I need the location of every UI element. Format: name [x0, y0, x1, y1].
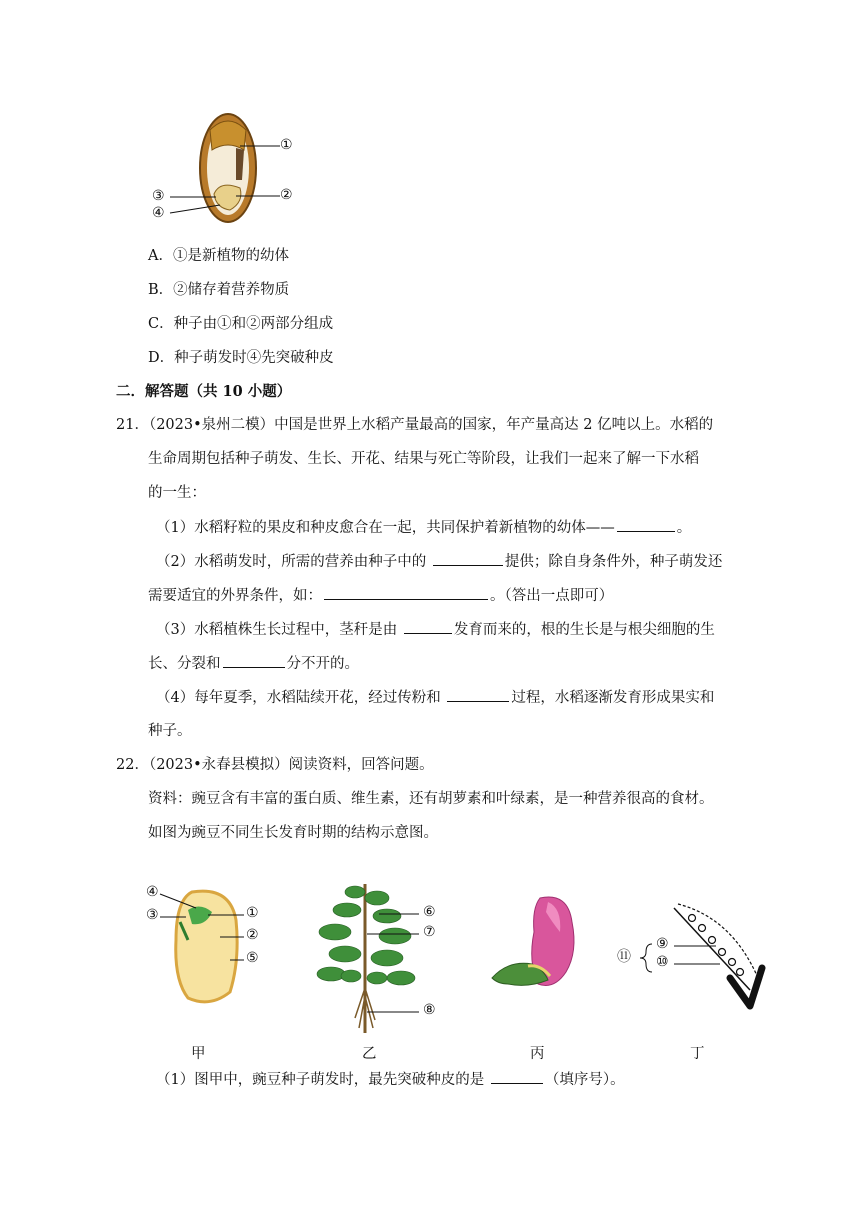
seed-label-5: ⑤ — [246, 950, 259, 966]
answer-blank[interactable] — [447, 687, 509, 702]
q22-part-1: （1）图甲中，豌豆种子萌发时，最先突破种皮的是 （填序号）。 — [156, 1069, 625, 1090]
label-3: ③ — [152, 188, 165, 204]
label-4: ④ — [152, 205, 165, 221]
answer-blank[interactable] — [491, 1069, 543, 1084]
section-heading: 二．解答题（共 10 小题） — [116, 383, 292, 400]
q21-line-2: 生命周期包括种子萌发、生长、开花、结果与死亡等阶段，让我们一起来了解一下水稻 — [148, 451, 699, 467]
seed-label-3: ③ — [146, 907, 159, 923]
pod-label-9: ⑨ — [656, 936, 669, 952]
caption-jia: 甲 — [191, 1046, 206, 1062]
q21-line-1: 21．（2023•泉州二模）中国是世界上水稻产量最高的国家，年产量高达 2 亿吨以上。水稻的 — [116, 417, 714, 433]
q21-part-4b: 种子。 — [148, 723, 192, 739]
answer-blank[interactable] — [404, 619, 452, 634]
q22-line-2: 资料：豌豆含有丰富的蛋白质、维生素，还有胡萝素和叶绿素，是一种营养很高的食材。 — [148, 791, 714, 807]
option-c: C．种子由①和②两部分组成 — [148, 316, 334, 332]
q21-part-3a: （3）水稻植株生长过程中，茎秆是由 发育而来的，根的生长是与根尖细胞的生 — [156, 619, 715, 640]
plant-label-8: ⑧ — [423, 1002, 436, 1018]
answer-blank[interactable] — [433, 551, 503, 566]
q22-line-1: 22．（2023•永春县模拟）阅读资料，回答问题。 — [116, 757, 434, 773]
answer-blank[interactable] — [324, 585, 488, 600]
pea-pod-illustration — [612, 898, 772, 1018]
seed-label-2: ② — [246, 927, 259, 943]
label-1: ① — [280, 137, 293, 153]
q21-part-2b: 需要适宜的外界条件，如： 。（答出一点即可） — [148, 585, 613, 606]
answer-blank[interactable] — [223, 653, 285, 668]
pea-flower-figure — [488, 892, 588, 992]
caption-bing: 丙 — [530, 1046, 545, 1062]
rice-seed-illustration — [140, 110, 310, 230]
q22-line-3: 如图为豌豆不同生长发育时期的结构示意图。 — [148, 825, 438, 841]
seed-label-1: ① — [246, 905, 259, 921]
option-d: D．种子萌发时④先突破种皮 — [148, 350, 334, 366]
q21-part-3b: 长、分裂和 分不开的。 — [148, 653, 359, 674]
label-2: ② — [280, 187, 293, 203]
plant-label-6: ⑥ — [423, 904, 436, 920]
pod-label-10: ⑩ — [656, 954, 669, 970]
pea-plant-figure — [315, 878, 455, 1038]
q21-part-4a: （4）每年夏季，水稻陆续开花，经过传粉和 过程，水稻逐渐发育形成果实和 — [156, 687, 714, 708]
caption-yi: 乙 — [362, 1046, 377, 1062]
q21-part-2a: （2）水稻萌发时，所需的营养由种子中的 提供；除自身条件外，种子萌发还 — [156, 551, 722, 572]
pod-label-11: ⑪ — [617, 949, 631, 965]
rice-seed-figure — [140, 110, 310, 230]
seed-label-4: ④ — [146, 884, 159, 900]
pea-seed-figure — [140, 880, 280, 1010]
pea-pod-figure — [612, 898, 772, 1018]
caption-ding: 丁 — [690, 1046, 705, 1062]
pea-flower-illustration — [488, 892, 588, 992]
answer-blank[interactable] — [617, 517, 675, 532]
pea-seed-illustration — [140, 880, 280, 1010]
q21-part-1: （1）水稻籽粒的果皮和种皮愈合在一起，共同保护着新植物的幼体—— 。 — [156, 517, 691, 538]
option-b: B．②储存着营养物质 — [148, 282, 290, 298]
option-a: A．①是新植物的幼体 — [148, 248, 289, 264]
q21-line-3: 的一生： — [148, 485, 206, 501]
plant-label-7: ⑦ — [423, 924, 436, 940]
